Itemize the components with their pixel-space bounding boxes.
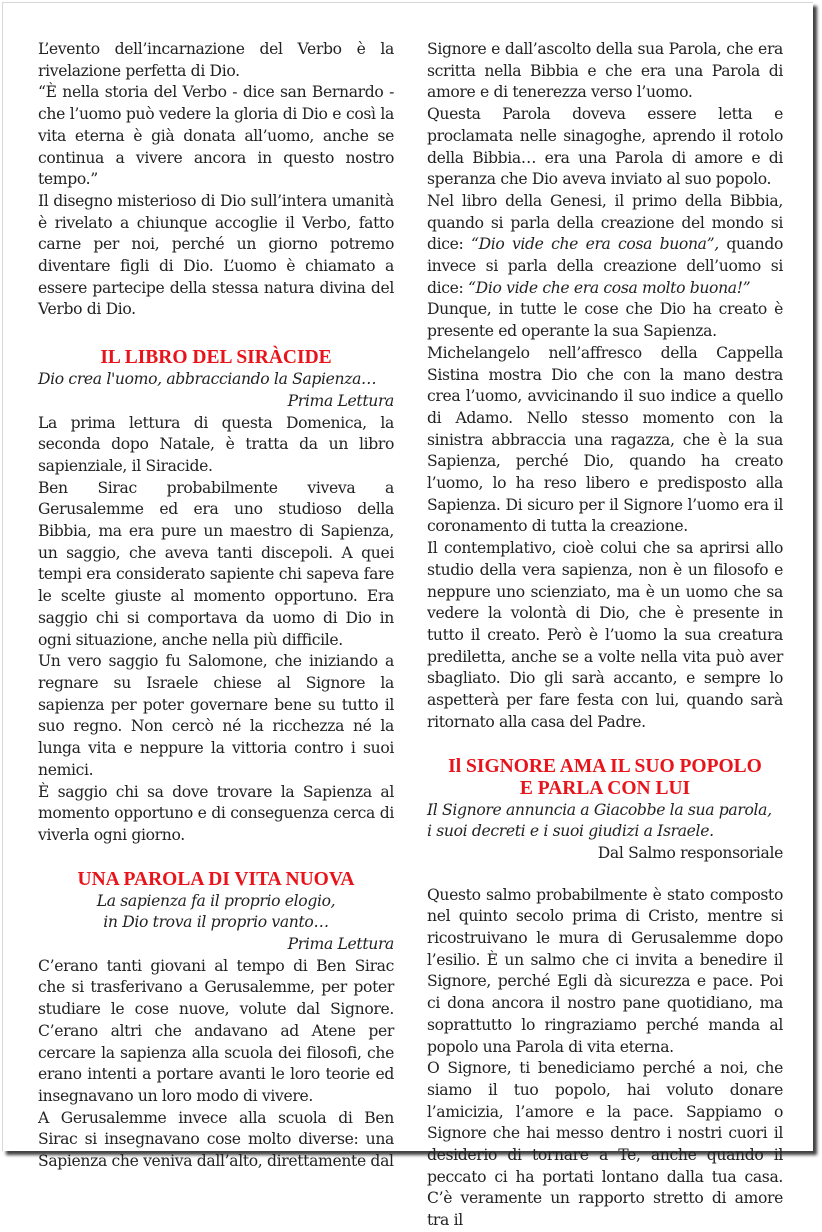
intro-paragraph: Il disegno misterioso di Dio sull’intera umanità è rivelato a chiunque accoglie il Verbo, fatto carne per noi, perché un giorno potremo diventare figli di Dio. L’uomo è chiamato a essere partecipe della stessa natura divina del Verbo di Dio.	[38, 191, 394, 319]
body-paragraph: A Gerusalemme invece alla scuola di Ben Sirac si insegnavano cose molto diverse: una Sapienza che veniva dall’alto, direttamente dal	[38, 1108, 394, 1171]
section-source: Dal Salmo responsoriale	[597, 843, 783, 862]
section-subtitle: Dio crea l'uomo, abbracciando la Sapienza…	[38, 370, 377, 389]
heading-line: Il SIGNORE AMA IL SUO POPOLO	[448, 755, 762, 777]
section-heading-parola-vita-nuova: UNA PAROLA DI VITA NUOVA	[77, 868, 355, 890]
body-paragraph: O Signore, ti benediciamo perché a noi, che siamo il tuo popolo, hai voluto donare l’amicizia, l’amore e la pace. Sappiamo o Signore che hai messo dentro i nostri cuori il desiderio di tornare a Te, anche quando il peccato ci ha portati lontano dalla tua casa. C’è veramente un rapporto stretto di amore tra il	[427, 1059, 783, 1230]
body-paragraph: La prima lettura di questa Domenica, la seconda dopo Natale, è tratta da un libro sapienziale, il Siracide.	[38, 413, 394, 475]
spacer	[427, 734, 783, 756]
section-source: Prima Lettura	[287, 935, 394, 954]
body-paragraph: Il contemplativo, cioè colui che sa aprirsi allo studio della vera sapienza, non è un filosofo e neppure uno scienziato, ma è un uomo che sa vedere la volontà di Dio, che è presente in tutto il creato. Però è l’uomo la sua creatura prediletta, anche se a volte nella vita può aver sbagliato. Dio gli sarà accanto, e sempre lo aspetterà per fare festa con lui, quando sarà ritornato alla casa del Padre.	[427, 539, 783, 731]
left-column	[38, 39, 394, 1173]
body-paragraph: C’erano tanti giovani al tempo di Ben Sirac che si trasferivano a Gerusalemme, per poter studiare le cose nuove, volute dal Signore. C’erano altri che andavano ad Atene per cercare la sapienza alla scuola dei filosofi, che erano intenti a portare avanti le loro teorie ed insegnavano un loro modo di vivere.	[38, 956, 394, 1105]
genesi-paragraph	[427, 191, 783, 300]
body-paragraph: È saggio chi sa dove trovare la Sapienza al momento opportuno e di conseguenza cerca di viverla ogni giorno.	[38, 782, 394, 844]
body-paragraph: Questo salmo probabilmente è stato composto nel quinto secolo prima di Cristo, mentre si ricostruivano le mura di Gerusalemme dopo l’esilio. È un salmo che ci invita a benedire il Signore, perché Egli dà sicurezza e pace. Poi ci dona ancora il nostro pane quotidiano, ma soprattutto lo ringraziamo perché manda al popolo una Parola di vita eterna.	[427, 885, 783, 1056]
body-paragraph: Ben Sirac probabilmente viveva a Gerusalemme ed era uno studioso della Bibbia, ma era pure un maestro di Sapienza, un saggio, che aveva tanti discepoli. A quei tempi era considerato sapiente chi sapeva fare le scelte giuste al momento opportuno. Era saggio chi si comportava da uomo di Dio in ogni situazione, anche nella più difficile.	[38, 478, 394, 649]
body-paragraph: Signore e dall’ascolto della sua Parola, che era scritta nella Bibbia e che era una Parola di amore e di tenerezza verso l’uomo.	[427, 40, 783, 102]
document-page	[2, 2, 813, 1230]
intro-paragraph: “È nella storia del Verbo - dice san Bernardo - che l’uomo può vedere la gloria di Dio e così la vita eterna è già donata all’uomo, anche se continua a vivere ancora in questo nostro tempo.”	[38, 83, 394, 189]
intro-paragraph: L’evento dell’incarnazione del Verbo è la rivelazione perfetta di Dio.	[38, 40, 394, 80]
text-run: Nel libro della Genesi, il primo della Bibbia, quando si parla della creazione del mondo si dice:	[427, 191, 783, 254]
spacer	[38, 321, 394, 347]
body-paragraph: Michelangelo nell’affresco della Cappella Sistina mostra Dio che con la mano destra crea l’uomo, avvicinando il suo indice a quello di Adamo. Nello stesso momento con la sinistra abbraccia una ragazza, che è la sua Sapienza, perché Dio, quando ha creato l’uomo, lo ha reso libero e predisposto alla Sapienza. Di sicuro per il Signore l’uomo era il coronamento di tutta la creazione.	[427, 343, 783, 536]
quote-italic: “Dio vide che era cosa buona”,	[470, 235, 719, 254]
section-heading-signore-ama	[427, 756, 783, 800]
text-run: quando invece si parla della creazione dell’uomo si dice:	[427, 235, 783, 297]
section-subtitle: La sapienza fa il proprio elogio,	[96, 891, 336, 910]
heading-line: E PARLA CON LUI	[519, 777, 691, 799]
body-paragraph: Questa Parola doveva essere letta e proclamata nelle sinagoghe, aprendo il rotolo della Bibbia… era una Parola di amore e di speranza che Dio aveva inviato al suo popolo.	[427, 105, 783, 189]
section-heading-siracide: IL LIBRO DEL SIRÀCIDE	[100, 347, 332, 369]
spacer	[38, 847, 394, 869]
body-paragraph: Dunque, in tutte le cose che Dio ha creato è presente ed operante la sua Sapienza.	[427, 300, 783, 341]
section-source: Prima Lettura	[287, 391, 394, 410]
quote-italic: “Dio vide che era cosa molto buona!”	[468, 278, 751, 297]
section-subtitle: in Dio trova il proprio vanto…	[103, 913, 329, 932]
section-subtitle: Il Signore annuncia a Giacobbe la sua parola,	[427, 800, 772, 819]
section-subtitle: i suoi decreti e i suoi giudizi a Israele.	[427, 822, 714, 841]
spacer	[427, 865, 783, 885]
right-column	[427, 39, 783, 1232]
body-paragraph: Un vero saggio fu Salomone, che iniziando a regnare su Israele chiese al Signore la sapienza per poter governare bene su tutto il suo regno. Non cercò né la ricchezza né la lunga vita e neppure la vittoria contro i suoi nemici.	[38, 652, 394, 779]
